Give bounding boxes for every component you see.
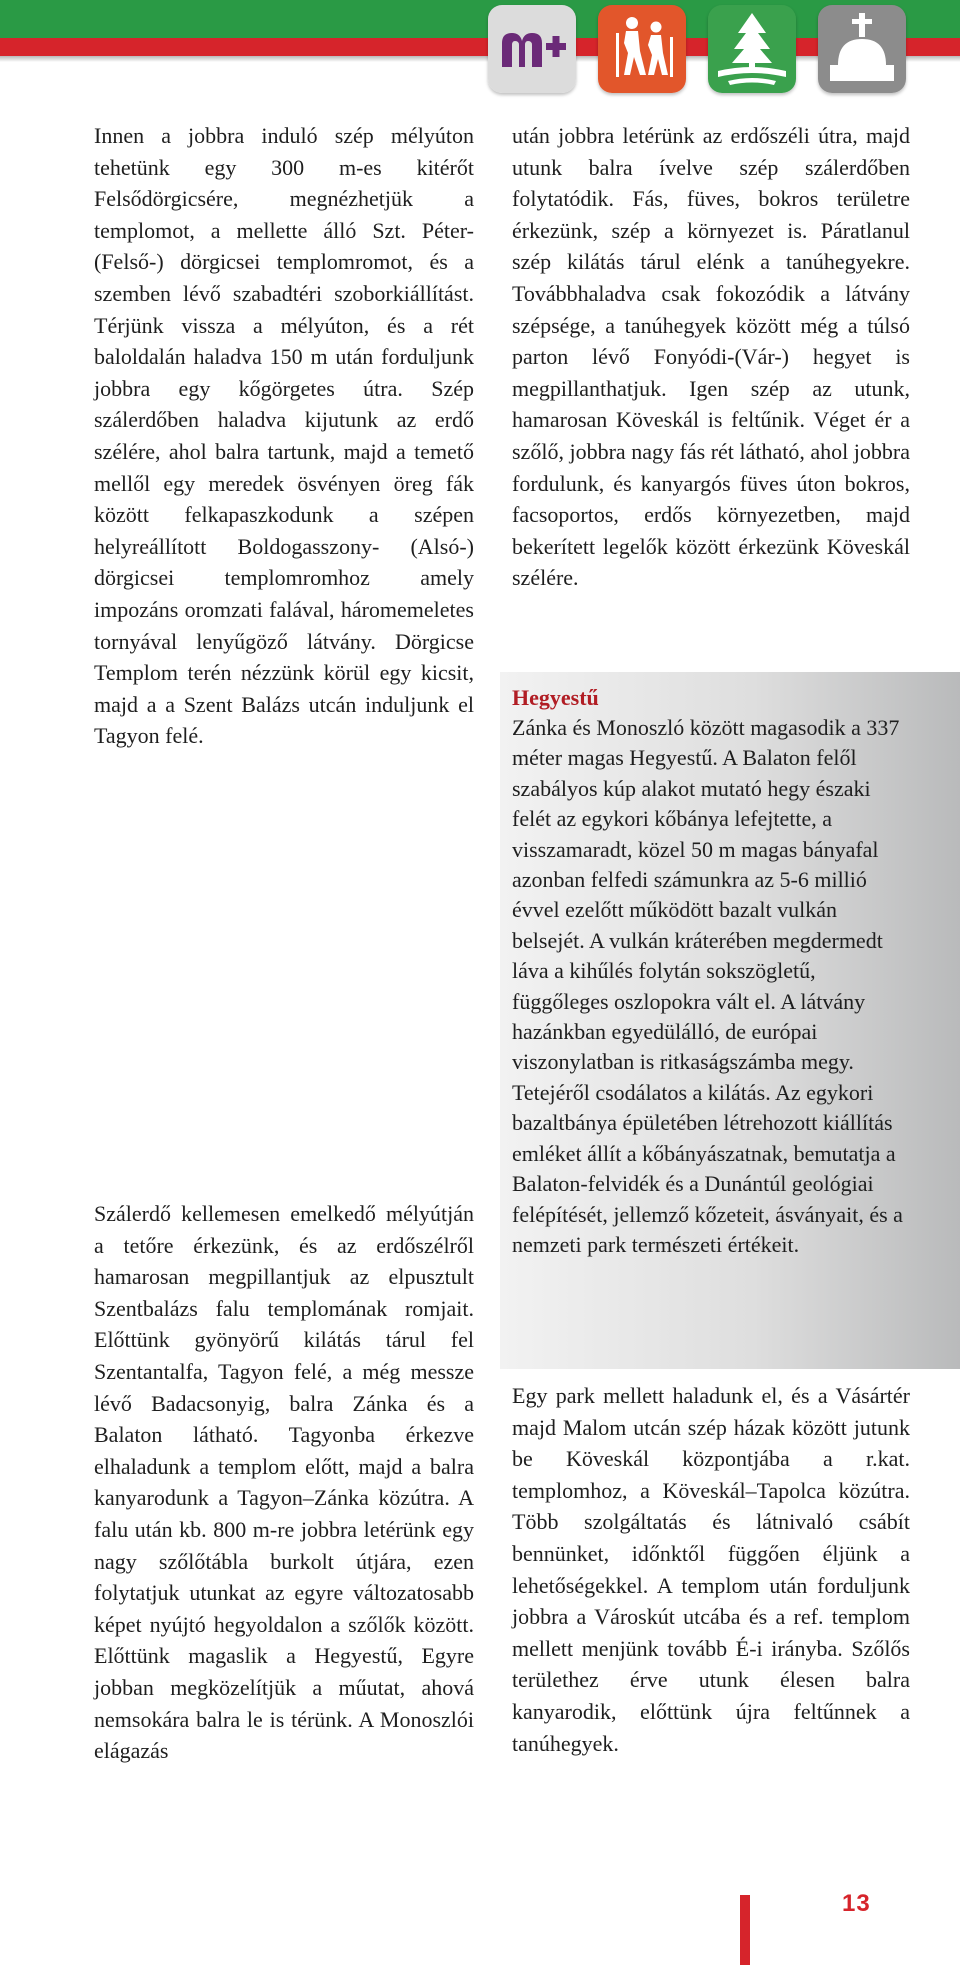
info-box-text: Zánka és Monoszló között magasodik a 337 méter magas Hegyestű. A Balaton felől szabályos kúp alakot mutató hegy északi felét az egykori kőbánya lefejtette, a visszamaradt, közel 50 m magas bányafal azonban felfedi számunkra az 5-6 millió évvel ezelőtt működött bazalt vulkán belsejét. A vulkán kráterében megdermedt láva a kihűlés folytán sokszögletű, függőleges oszlopokra vált el. A látvány hazánkban egyedülálló, de európai viszonylatban is ritkaságszámba megy. Tetejéről csodálatos a kilátás. Az egykori bazaltbánya épületében létrehozott kiállítás emléket állít a kőbányászatnak, bemutatja a Balaton-felvidék és a Dunántúl geológiai felépítését, jellemző kőzeteit, ásványait, és a nemzeti park természeti értékeit. bbox=[512, 715, 903, 1257]
left-column-top bbox=[94, 120, 474, 752]
right-column-top bbox=[512, 120, 910, 594]
page-number-marker bbox=[740, 1895, 750, 1965]
info-logo-icon bbox=[488, 5, 576, 93]
body-paragraph: Egy park mellett haladunk el, és a Vásártér majd Malom utcán szép házak között jutunk be Köveskál központjába a r.kat. templomhoz, a Köveskál–Tapolca közútra. Több szolgáltatás és látnivaló csábít bennünket, időnktől függően éljünk a lehetőségekkel. A templom után forduljunk jobbra a Városkút utcába és a ref. templom mellett menjünk tovább É-i irányba. Szőlős területhez érve utunk élesen balra kanyarodik, előttünk újra feltűnnek a tanúhegyek. bbox=[512, 1383, 910, 1756]
body-paragraph: Innen a jobbra induló szép mélyúton tehetünk egy 300 m-es kitérőt Felsődörgicsére, megnézhetjük a templomot, a mellette álló Szt. Péter- (Felső-) dörgicsei templomromot, és a szemben lévő szabadtéri szoborkiállítást. Térjünk vissza a mélyúton, és a rét baloldalán haladva 150 m után forduljunk jobbra egy kőgörgetes útra. Szép szálerdőben haladva kijutunk az erdő szélére, ahol balra tartunk, majd a temető mellől egy meredek ösvényen öreg fák között felkapaszkodunk a szépen helyreállított Boldogasszony- (Alsó-) dörgicsei templomromhoz amely impozáns oromzati falával, háromemeletes tornyával lenyűgöző látvány. Dörgicse Templom terén nézzünk körül egy kicsit, majd a a Szent Balázs utcán induljunk el Tagyon felé. bbox=[94, 123, 474, 749]
right-column-bottom bbox=[512, 1380, 910, 1759]
forest-trail-icon bbox=[708, 5, 796, 93]
chapel-icon bbox=[818, 5, 906, 93]
header-green-band bbox=[0, 0, 960, 38]
page-number: 13 bbox=[842, 1890, 871, 1917]
hikers-icon bbox=[598, 5, 686, 93]
info-box-hegyestu bbox=[500, 672, 960, 1369]
header-red-band bbox=[0, 38, 960, 56]
left-column-bottom bbox=[94, 1198, 474, 1767]
body-paragraph: után jobbra letérünk az erdőszéli útra, majd utunk balra ívelve szép szálerdőben folytatódik. Fás, füves, bokros területre érkezünk, szép a környezet is. Páratlanul szép kilátás tárul elénk a tanúhegyekre. Továbbhaladva csak fokozódik a látvány szépsége, a tanúhegyek között még a túlsó parton lévő Fonyódi-(Vár-) hegyet is megpillanthatjuk. Igen szép az utunk, hamarosan Köveskál is feltűnik. Véget ér a szőlő, jobbra nagy fás rét látható, ahol jobbra fordulunk, és kanyargós füves úton bokros, facsoportos, erdős környezetben, majd bekerített legelők között érkezünk Köveskál szélére. bbox=[512, 123, 910, 591]
body-paragraph: Szálerdő kellemesen emelkedő mélyútján a tetőre érkezünk, és az erdőszélről hamarosan megpillantjuk az elpusztult Szentbalázs falu templomának romjait. Előttünk gyönyörű kilátás tárul fel Szentantalfa, Tagyon felé, a még messze lévő Badacsonyig, balra Zánka és a Balaton látható. Tagyonba érkezve elhaladunk a templom előtt, majd a balra kanyarodunk a Tagyon–Zánka közútra. A falu után kb. 800 m-re jobbra letérünk egy nagy szőlőtábla burkolt útjára, ezen folytatjuk utunkat az egyre változatosabb képet nyújtó hegyoldalon a szőlők között. Előttünk magaslik a Hegyestű, Egyre jobban megközelítjük a műutat, ahová nemsokára balra le is térünk. A Monoszlói elágazás bbox=[94, 1201, 474, 1764]
info-box-title: Hegyestű bbox=[512, 685, 599, 710]
